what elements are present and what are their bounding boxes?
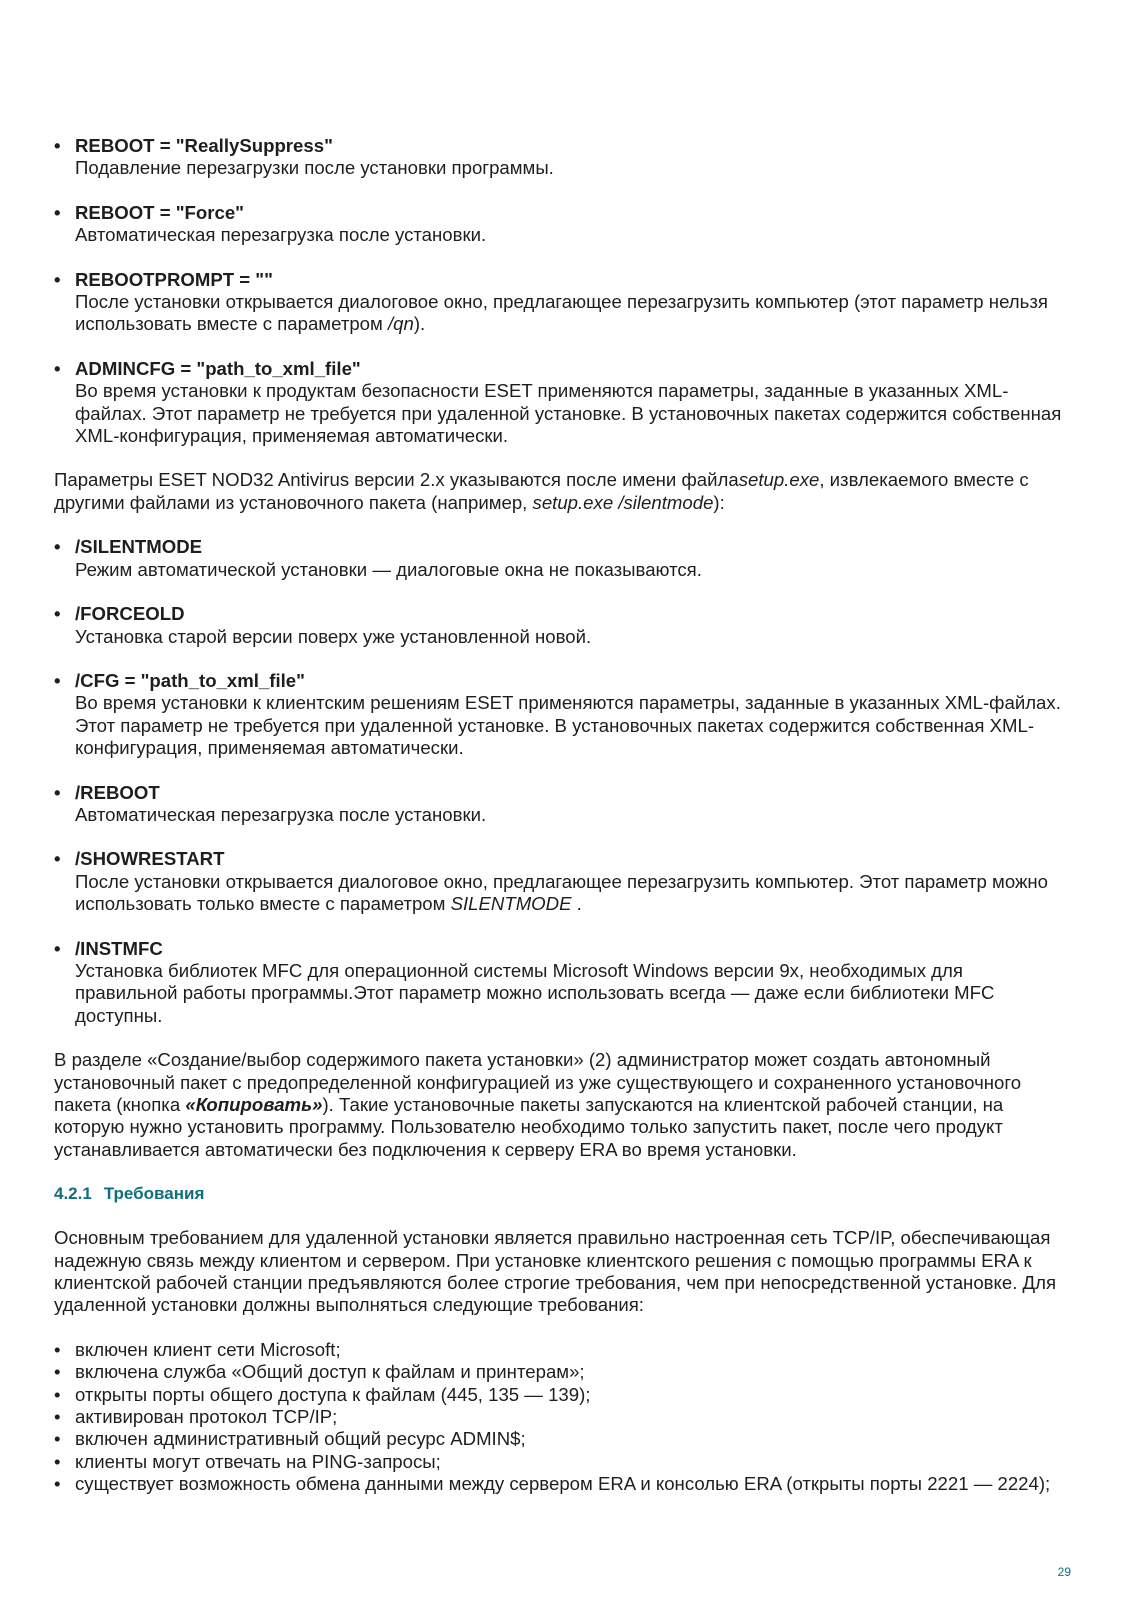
param-showrestart bbox=[54, 848, 1064, 915]
param-description bbox=[75, 871, 1064, 916]
list-item: • клиенты могут отвечать на PING-запросы; bbox=[54, 1451, 1064, 1473]
param-name: • /SHOWRESTART bbox=[75, 848, 225, 870]
param-description-emphasis: /qn bbox=[387, 313, 414, 335]
param-instmfc bbox=[54, 938, 1064, 1028]
param-name: • REBOOT = "Force" bbox=[75, 201, 244, 223]
param-name: • /INSTMFC bbox=[75, 937, 163, 959]
section-number: 4.2.1 bbox=[54, 1184, 92, 1204]
paragraph-text: В разделе «Создание/выбор содержимого пакета установки» (2) администратор может создать автономный установочный пакет с предопределенной конфигурацией из уже существующего и сохраненного установочного пакета (кнопка bbox=[54, 1049, 1022, 1115]
list-item: • существует возможность обмена данными между сервером ERA и консолью ERA (открыты порты 2221 — 2224); bbox=[54, 1473, 1064, 1495]
paragraph-text: ). Такие установочные пакеты запускаются на клиентской рабочей станции, на которую нужно установить программу. Пользователю необходимо только запустить пакет, после чего продукт устанавливается автоматически без подключения к серверу ERA во время установки. bbox=[54, 1094, 1004, 1160]
nod32-intro-paragraph bbox=[54, 469, 1064, 514]
param-name: • /SILENTMODE bbox=[75, 536, 203, 558]
param-description: Автоматическая перезагрузка после установки. bbox=[75, 224, 487, 246]
param-name: • ADMINCFG = "path_to_xml_file" bbox=[75, 357, 361, 379]
param-silentmode bbox=[54, 536, 1064, 581]
paragraph-text: , извлекаемого вместе с другими файлами из установочного пакета (например, bbox=[54, 469, 1029, 513]
filename-emphasis: setup.exe bbox=[738, 469, 820, 491]
requirements-list bbox=[54, 1339, 1064, 1496]
param-name: • /REBOOT bbox=[75, 781, 160, 803]
param-description-emphasis: SILENTMODE bbox=[450, 893, 572, 915]
param-reboot-force bbox=[54, 202, 1064, 247]
paragraph-text: Параметры ESET NOD32 Antivirus версии 2.x указываются после имени файла bbox=[54, 469, 739, 491]
param-description: Режим автоматической установки — диалоговые окна не показываются. bbox=[75, 558, 702, 580]
list-item: • включен клиент сети Microsoft; bbox=[54, 1339, 1064, 1361]
list-item: • активирован протокол TCP/IP; bbox=[54, 1406, 1064, 1428]
param-description: Установка библиотек MFC для операционной системы Microsoft Windows версии 9x, необходимых для правильной работы программы.Этот параметр можно использовать всегда — даже если библиотеки MFC доступны. bbox=[75, 959, 995, 1026]
param-description-text: . bbox=[571, 893, 582, 915]
list-item: • включена служба «Общий доступ к файлам и принтерам»; bbox=[54, 1361, 1064, 1383]
section-title: Требования bbox=[103, 1184, 205, 1204]
param-description-text: После установки открывается диалоговое окно, предлагающее перезагрузить компьютер (этот параметр нельзя использовать вместе с параметром bbox=[75, 291, 1048, 335]
param-name: • REBOOTPROMPT = "" bbox=[75, 268, 273, 290]
paragraph-text: ): bbox=[713, 491, 725, 513]
param-description-text: ). bbox=[413, 313, 426, 335]
param-rebootprompt bbox=[54, 269, 1064, 336]
param-description: Во время установки к клиентским решениям ESET применяются параметры, заданные в указанных XML-файлах. Этот параметр не требуется при удаленной установке. В установочных пакетах содержится собственная XML-конфигурация, применяемая автоматически. bbox=[75, 692, 1061, 759]
list-item: • включен административный общий ресурс ADMIN$; bbox=[54, 1428, 1064, 1450]
requirements-intro: Основным требованием для удаленной установки является правильно настроенная сеть TCP/IP, обеспечивающая надежную связь между клиентом и сервером. При установке клиентского решения с помощью программы ERA к клиентской рабочей станции предъявляются более строгие требования, чем при непосредственной установке. Для удаленной установки должны выполняться следующие требования: bbox=[54, 1227, 1057, 1316]
param-name: • /CFG = "path_to_xml_file" bbox=[75, 669, 305, 691]
section-paragraph bbox=[54, 1049, 1064, 1161]
param-name: • /FORCEOLD bbox=[75, 603, 185, 625]
section-heading bbox=[54, 1183, 1064, 1205]
param-description: Автоматическая перезагрузка после установки. bbox=[75, 803, 487, 825]
list-item: • открыты порты общего доступа к файлам (445, 135 — 139); bbox=[54, 1384, 1064, 1406]
document-page bbox=[54, 135, 1064, 1496]
param-description bbox=[75, 291, 1064, 336]
param-description: Установка старой версии поверх уже установленной новой. bbox=[75, 625, 592, 647]
param-reboot-suppress bbox=[54, 135, 1064, 180]
copy-button-reference: «Копировать» bbox=[185, 1094, 323, 1115]
param-description: Во время установки к продуктам безопасности ESET применяются параметры, заданные в указанных XML-файлах. Этот параметр не требуется при удаленной установке. В установочных пакетах содержится собственная XML-конфигурация, применяемая автоматически. bbox=[75, 380, 1062, 447]
param-forceold bbox=[54, 603, 1064, 648]
param-cfg bbox=[54, 670, 1064, 760]
param-description: Подавление перезагрузки после установки программы. bbox=[75, 157, 554, 179]
page-number: 29 bbox=[1057, 1565, 1071, 1579]
param-admincfg bbox=[54, 358, 1064, 448]
param-name: • REBOOT = "ReallySuppress" bbox=[75, 135, 333, 156]
param-description-text: После установки открывается диалоговое окно, предлагающее перезагрузить компьютер. Этот параметр можно использовать только вместе с параметром bbox=[75, 870, 1049, 915]
param-reboot bbox=[54, 782, 1064, 827]
command-emphasis: setup.exe /silentmode bbox=[532, 491, 714, 513]
